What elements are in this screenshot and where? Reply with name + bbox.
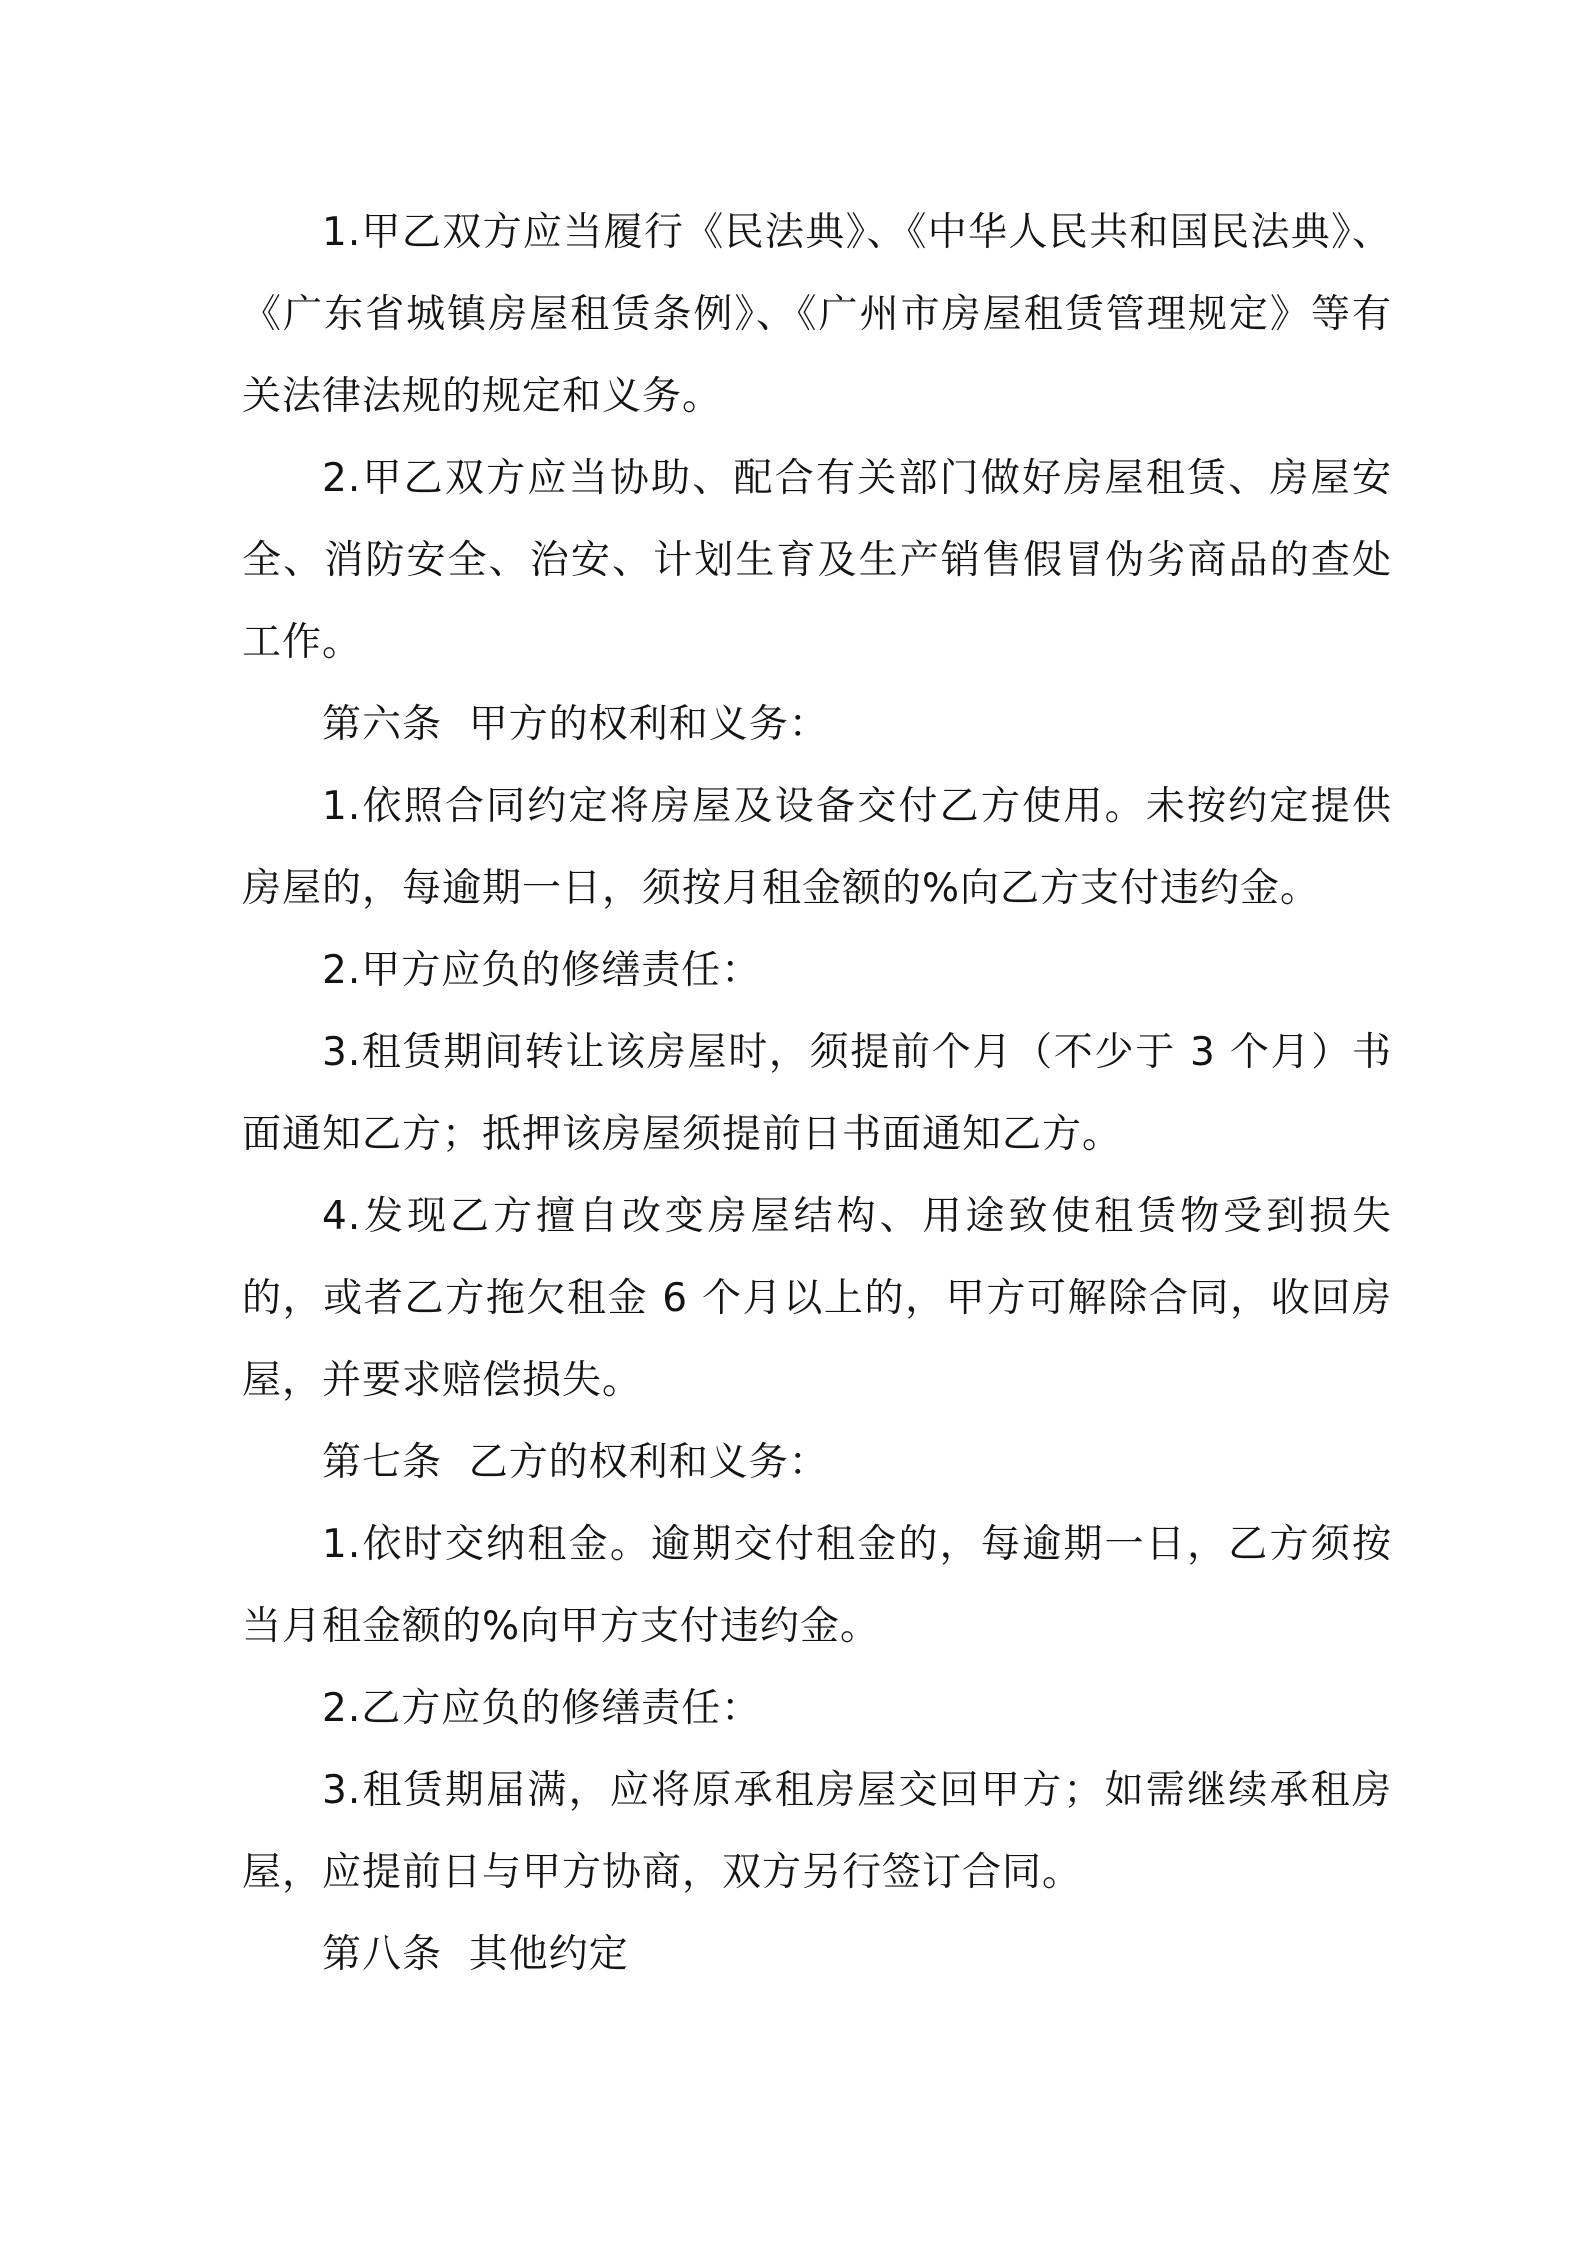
article-7-heading: 第七条 乙方的权利和义务： [322, 1440, 829, 1485]
paragraph-legal-obligations: 1.甲乙双方应当履行《民法典》、《中华人民共和国民法典》、《广东省城镇房屋租赁条例》、《广州市房屋租赁管理规定》等有关法律法规的规定和义务。 [242, 210, 1392, 419]
article-6-item-2: 2.甲方应负的修缮责任： [322, 948, 762, 993]
paragraph-cooperation: 2.甲乙双方应当协助、配合有关部门做好房屋租赁、房屋安全、消防安全、治安、计划生育及生产销售假冒伪劣商品的查处工作。 [242, 456, 1392, 665]
article-6-item-1: 1.依照合同约定将房屋及设备交付乙方使用。未按约定提供房屋的，每逾期一日，须按月租金额的%向乙方支付违约金。 [242, 784, 1392, 911]
article-7-item-3: 3.租赁期届满，应将原承租房屋交回甲方；如需继续承租房屋，应提前日与甲方协商，双方另行签订合同。 [242, 1768, 1392, 1895]
article-7-item-1: 1.依时交纳租金。逾期交付租金的，每逾期一日，乙方须按当月租金额的%向甲方支付违约金。 [242, 1522, 1392, 1649]
article-8-heading: 第八条 其他约定 [322, 1932, 629, 1977]
article-6-item-4: 4.发现乙方擅自改变房屋结构、用途致使租赁物受到损失的，或者乙方拖欠租金 6 个月以上的，甲方可解除合同，收回房屋，并要求赔偿损失。 [242, 1194, 1392, 1403]
article-6-item-3: 3.租赁期间转让该房屋时，须提前个月（不少于 3 个月）书面通知乙方；抵押该房屋须提前日书面通知乙方。 [242, 1030, 1392, 1157]
article-7-item-2: 2.乙方应负的修缮责任： [322, 1686, 762, 1731]
article-6-heading: 第六条 甲方的权利和义务： [322, 702, 829, 747]
document-body [242, 192, 1392, 1996]
